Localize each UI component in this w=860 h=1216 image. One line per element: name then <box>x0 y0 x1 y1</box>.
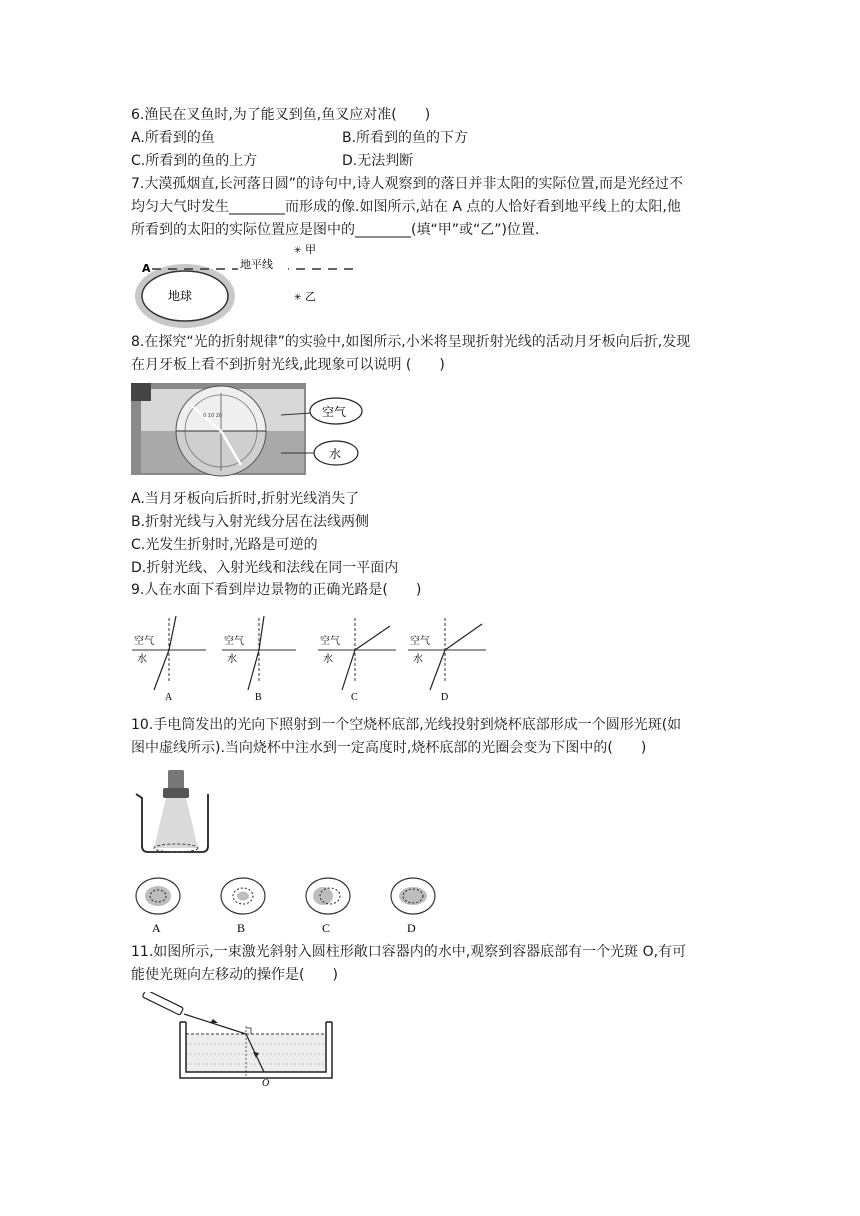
svg-text:空气: 空气 <box>224 636 244 647</box>
q10-option-b <box>221 878 265 935</box>
sun-yi-icon: ✳ <box>294 293 302 303</box>
svg-text:D: D <box>441 692 449 703</box>
q6-stem: 6.渔民在叉鱼时,为了能叉到鱼,鱼叉应对准( ) <box>131 107 431 123</box>
svg-text:A: A <box>152 921 161 935</box>
q10-options-figure <box>135 876 445 938</box>
q9-diagram-b <box>222 616 296 703</box>
svg-text:水: 水 <box>323 654 333 665</box>
flashlight-icon <box>168 770 184 790</box>
q11-laser-figure <box>140 992 340 1088</box>
water-label: 水 <box>329 447 342 461</box>
svg-text:0 10 20: 0 10 20 <box>203 413 223 419</box>
air-label: 空气 <box>322 405 347 419</box>
q9-diagram-c <box>318 618 396 703</box>
q9-light-paths <box>128 612 508 704</box>
q11-line1: 11.如图所示,一束激光斜射入圆柱形敞口容器内的水中,观察到容器底部有一个光斑 O,有可 <box>131 944 687 960</box>
q6-option-d: D.无法判断 <box>342 153 414 169</box>
sun-jia-icon: ✳ <box>294 246 302 256</box>
svg-text:B: B <box>237 921 246 935</box>
light-cone <box>154 798 198 848</box>
svg-text:C: C <box>351 692 358 703</box>
q8-option-d: D.折射光线、入射光线和法线在同一平面内 <box>131 560 399 576</box>
q7-line1: 7.大漠孤烟直,长河落日圆”的诗句中,诗人观察到的落日并非太阳的实际位置,而是光经过不 <box>131 176 683 192</box>
svg-text:A: A <box>165 692 173 703</box>
svg-text:空气: 空气 <box>134 636 154 647</box>
svg-text:空气: 空气 <box>320 636 340 647</box>
q7-earth-figure <box>130 240 370 332</box>
q10-option-d <box>391 878 435 935</box>
spot-o-label: O <box>262 1078 270 1088</box>
svg-text:水: 水 <box>413 654 423 665</box>
q11-line2: 能使光斑向左移动的操作是( ) <box>131 967 338 983</box>
q8-option-a: A.当月牙板向后折时,折射光线消失了 <box>131 491 360 507</box>
q10-beaker-figure <box>130 768 220 858</box>
earth-label: 地球 <box>168 289 193 303</box>
q8-option-b: B.折射光线与入射光线分居在法线两侧 <box>131 514 370 530</box>
svg-text:C: C <box>322 921 331 935</box>
q10-option-c <box>306 878 350 935</box>
q8-option-c: C.光发生折射时,光路是可逆的 <box>131 537 318 553</box>
q10-line2: 图中虚线所示).当向烧杯中注水到一定高度时,烧杯底部的光圈会变为下图中的( ) <box>131 740 647 756</box>
laser-pointer-icon <box>142 992 183 1015</box>
q6-option-a: A.所看到的鱼 <box>131 130 215 146</box>
q10-line1: 10.手电筒发出的光向下照射到一个空烧杯底部,光线投射到烧杯底部形成一个圆形光斑(如 <box>131 717 682 733</box>
q9-diagram-a <box>132 616 206 703</box>
q7-line2: 均匀大气时发生________而形成的像.如图所示,站在 A 点的人恰好看到地平线上的太阳,他 <box>131 199 681 215</box>
svg-text:空气: 空气 <box>410 636 430 647</box>
q7-line3: 所看到的太阳的实际位置应是图中的________(填“甲”或“乙”)位置. <box>131 222 540 238</box>
q8-line2: 在月牙板上看不到折射光线,此现象可以说明 ( ) <box>131 357 445 373</box>
q8-protractor-photo <box>131 383 391 477</box>
svg-text:B: B <box>255 692 262 703</box>
q6-option-c: C.所看到的鱼的上方 <box>131 153 258 169</box>
q9-diagram-d <box>408 618 486 703</box>
q10-option-a <box>136 878 180 935</box>
svg-text:水: 水 <box>137 654 147 665</box>
q9-stem: 9.人在水面下看到岸边景物的正确光路是( ) <box>131 582 422 598</box>
horizon-label: 地平线 <box>240 258 273 271</box>
point-a-label: A <box>142 262 151 275</box>
sun-yi-label: 乙 <box>305 290 316 303</box>
laser-beam <box>184 1014 246 1034</box>
q6-option-b: B.所看到的鱼的下方 <box>342 130 469 146</box>
svg-text:D: D <box>407 921 416 935</box>
q8-line1: 8.在探究“光的折射规律”的实验中,如图所示,小米将呈现折射光线的活动月牙板向后折,发现 <box>131 334 691 350</box>
svg-text:水: 水 <box>227 654 237 665</box>
sun-jia-label: 甲 <box>305 243 316 256</box>
